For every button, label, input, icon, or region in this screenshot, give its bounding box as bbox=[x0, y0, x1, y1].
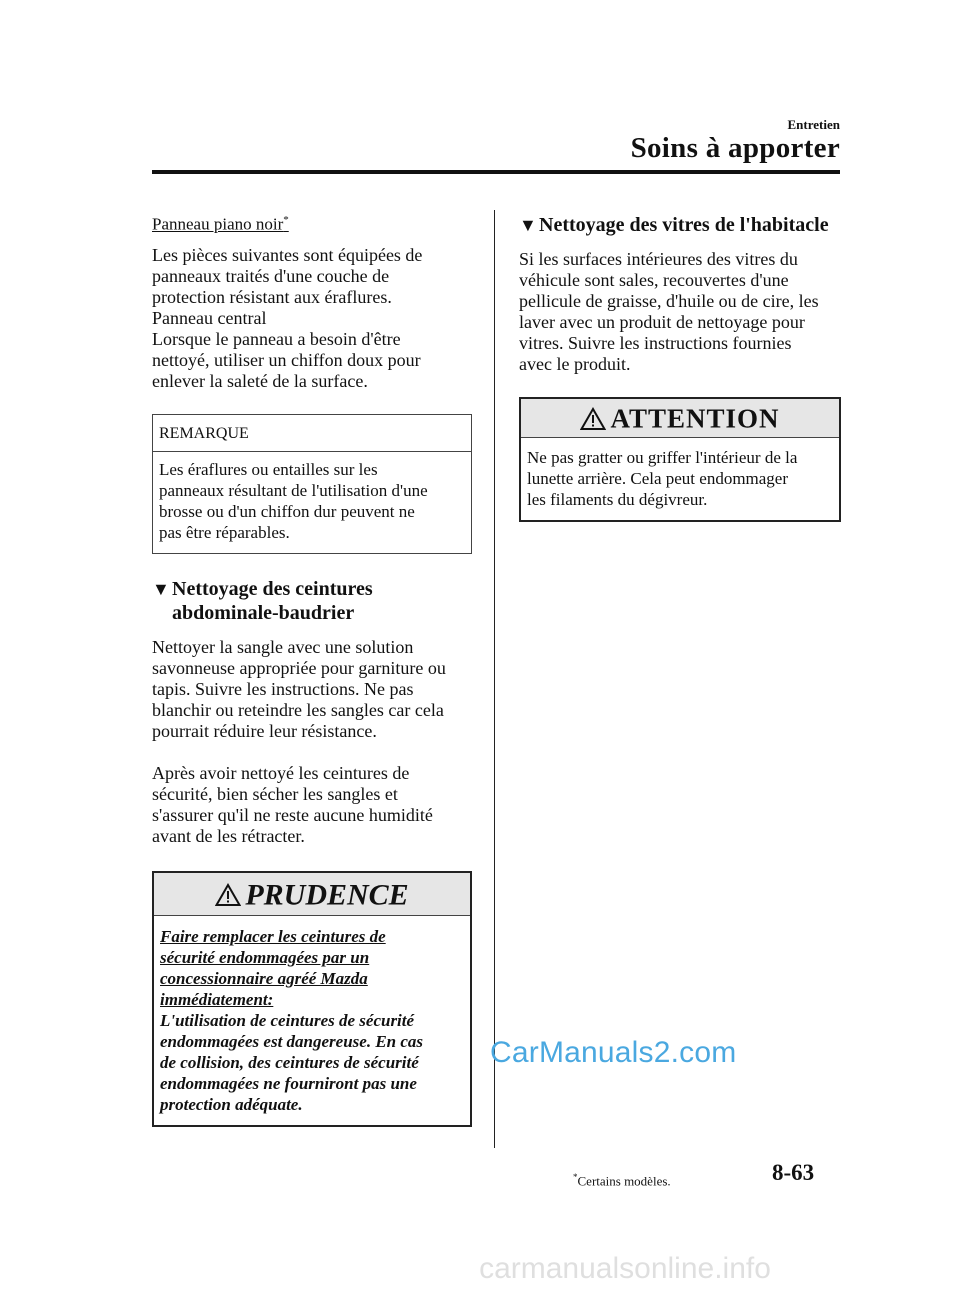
text-line: L'utilisation de ceintures de sécurité bbox=[160, 1010, 415, 1030]
page-number: 8-63 bbox=[772, 1160, 815, 1185]
text-line: Si les surfaces intérieures des vitres du bbox=[519, 249, 798, 269]
windows-paragraph bbox=[519, 249, 841, 375]
text-line: Ne pas gratter ou griffer l'intérieur de la bbox=[527, 448, 798, 467]
text-line: panneaux résultant de l'utilisation d'une bbox=[159, 480, 428, 500]
text-line: panneaux traités d'une couche de bbox=[152, 265, 390, 286]
column-divider bbox=[494, 210, 495, 1148]
prudence-label: PRUDENCE bbox=[245, 878, 409, 912]
remarque-title: REMARQUE bbox=[153, 415, 471, 452]
text-line: nettoyé, utiliser un chiffon doux pour bbox=[152, 349, 421, 370]
prudence-box bbox=[152, 871, 472, 1127]
asterisk-mark: * bbox=[573, 1172, 578, 1182]
left-column bbox=[152, 210, 472, 1127]
text-line: pellicule de graisse, d'huile ou de cire, les bbox=[519, 291, 819, 311]
header-section-label: Entretien bbox=[787, 117, 840, 132]
remarque-body bbox=[153, 452, 471, 553]
text-line: les filaments du dégivreur. bbox=[527, 490, 708, 509]
text-line: Lorsque le panneau a besoin d'être bbox=[152, 328, 401, 349]
text-line: avant de les rétracter. bbox=[152, 825, 305, 846]
text-line: laver avec un produit de nettoyage pour bbox=[519, 312, 805, 332]
text-line: pas être réparables. bbox=[159, 522, 290, 542]
piano-panel-title: Panneau piano noir bbox=[152, 214, 284, 234]
watermark-link[interactable]: CarManuals2.com bbox=[490, 1036, 737, 1069]
text-line: endommagées est dangereuse. En cas bbox=[160, 1031, 424, 1051]
text-line: Nettoyer la sangle avec une solution bbox=[152, 636, 414, 657]
attention-header bbox=[521, 399, 839, 438]
prudence-header bbox=[154, 873, 470, 916]
text-line: Après avoir nettoyé les ceintures de bbox=[152, 762, 410, 783]
text-line: de collision, des ceintures de sécurité bbox=[160, 1052, 419, 1072]
text-line: brosse ou d'un chiffon dur peuvent ne bbox=[159, 501, 415, 521]
text-line: protection adéquate. bbox=[160, 1094, 303, 1114]
text-line: Les éraflures ou entailles sur les bbox=[159, 459, 378, 479]
belts-paragraph-2 bbox=[152, 763, 472, 847]
belts-paragraph-1 bbox=[152, 637, 472, 742]
text-line: Les pièces suivantes sont équipées de bbox=[152, 244, 423, 265]
piano-panel-text bbox=[152, 245, 472, 392]
text-line: s'assurer qu'il ne reste aucune humidité bbox=[152, 804, 433, 825]
warning-triangle-icon bbox=[580, 407, 606, 431]
text-line: endommagées ne fourniront pas une bbox=[160, 1073, 417, 1093]
asterisk-mark: * bbox=[283, 214, 289, 226]
text-line: sécurité endommagées par un bbox=[160, 947, 370, 967]
text-line: sécurité, bien sécher les sangles et bbox=[152, 783, 398, 804]
title-line: abdominale-baudrier bbox=[172, 601, 355, 624]
text-line: enlever la saleté de la surface. bbox=[152, 370, 368, 391]
right-column bbox=[519, 210, 841, 522]
prudence-body bbox=[154, 916, 470, 1125]
text-line: concessionnaire agréé Mazda bbox=[160, 968, 368, 988]
piano-panel-heading bbox=[152, 210, 472, 235]
header-rule bbox=[152, 170, 840, 174]
footer-note-text: Certains modèles. bbox=[577, 1173, 671, 1189]
remarque-box bbox=[152, 414, 472, 554]
attention-box bbox=[519, 397, 841, 522]
text-line: savonneuse appropriée pour garniture ou bbox=[152, 657, 446, 678]
belts-section-title bbox=[152, 577, 472, 625]
warning-triangle-icon bbox=[215, 883, 241, 907]
text-line: blanchir ou reteindre les sangles car cela bbox=[152, 699, 444, 720]
text-line: pourrait réduire leur résistance. bbox=[152, 720, 377, 741]
text-line: immédiatement: bbox=[160, 989, 274, 1009]
text-line: Panneau central bbox=[152, 307, 267, 328]
triangle-bullet-icon: ▼ bbox=[152, 578, 170, 599]
text-line: avec le produit. bbox=[519, 354, 631, 374]
text-line: lunette arrière. Cela peut endommager bbox=[527, 469, 789, 488]
text-line: protection résistant aux éraflures. bbox=[152, 286, 392, 307]
title-line: Nettoyage des vitres de l'habitacle bbox=[539, 214, 829, 236]
attention-label: ATTENTION bbox=[610, 403, 780, 434]
footer-note bbox=[573, 1172, 671, 1189]
text-line: Faire remplacer les ceintures de bbox=[160, 926, 386, 946]
windows-section-title bbox=[519, 213, 841, 237]
text-line: véhicule sont sales, recouvertes d'une bbox=[519, 270, 789, 290]
attention-body bbox=[521, 438, 839, 520]
text-line: tapis. Suivre les instructions. Ne pas bbox=[152, 678, 414, 699]
bottom-site-watermark: carmanualsonline.info bbox=[479, 1252, 771, 1285]
triangle-bullet-icon: ▼ bbox=[519, 215, 537, 235]
title-line: Nettoyage des ceintures bbox=[172, 577, 373, 600]
text-line: vitres. Suivre les instructions fournies bbox=[519, 333, 792, 353]
page-title: Soins à apporter bbox=[630, 132, 840, 164]
